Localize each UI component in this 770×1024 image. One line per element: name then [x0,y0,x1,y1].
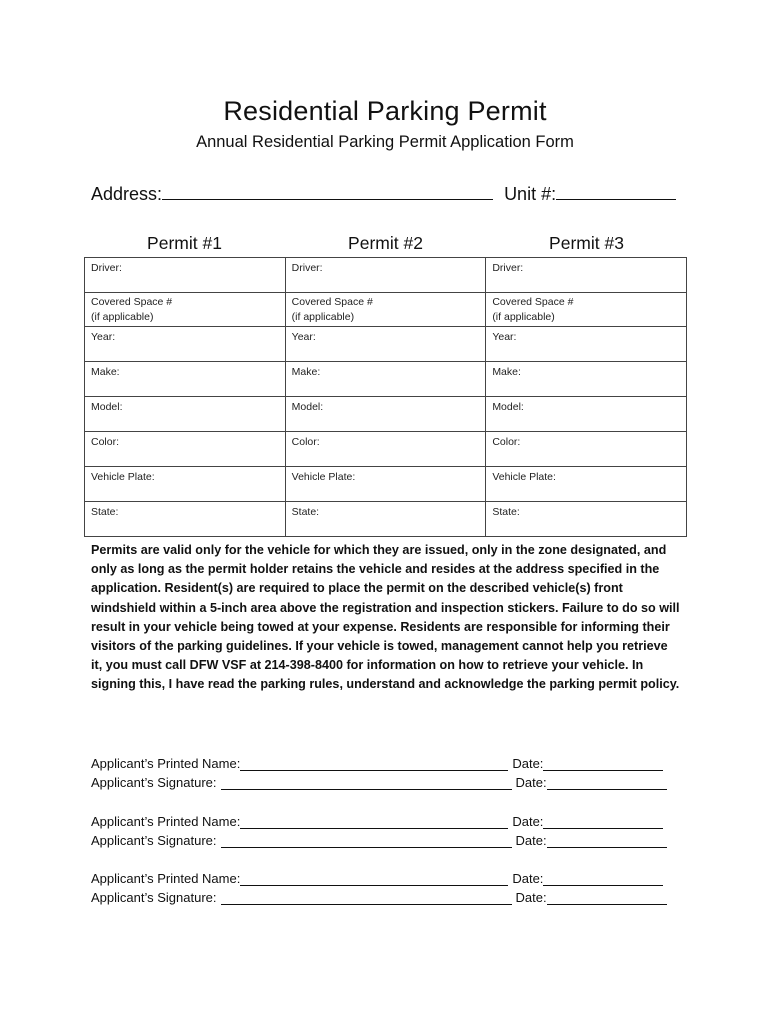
signature-line[interactable] [221,890,512,905]
date-label: Date: [515,833,547,848]
driver-cell-1[interactable]: Driver: [85,258,286,293]
address-blank[interactable] [162,183,493,200]
model-cell-2[interactable]: Model: [285,397,486,432]
signature-label: Applicant’s Signature: [91,890,217,905]
signature-block-3 [91,867,681,905]
color-cell-2[interactable]: Color: [285,432,486,467]
signature-line[interactable] [221,775,512,790]
unit-blank[interactable] [556,183,676,200]
signature-label: Applicant’s Signature: [91,833,217,848]
signature-row [91,886,681,905]
state-cell-1[interactable]: State: [85,502,286,537]
signature-line[interactable] [221,833,512,848]
date-line[interactable] [547,833,667,848]
page-title: Residential Parking Permit [223,96,547,126]
table-row-model [85,397,687,432]
printed-name-label: Applicant’s Printed Name: [91,814,241,829]
address-label: Address: [91,184,163,204]
printed-name-row [91,867,681,886]
covered-space-cell-2[interactable]: Covered Space # (if applicable) [285,293,486,327]
permit-header-2: Permit #2 [348,233,423,253]
printed-name-row [91,810,681,829]
permit-policy-notice: Permits are valid only for the vehicle for which they are issued, only in the zone designated, and only as long as the permit holder retains the vehicle and resides at the address specified in the application. Resident(s) are required to place the permit on the described vehicle(s) front windshield within a 5-inch area above the registration and inspection stickers. Failure to do so will result in your vehicle being towed at your expense. Residents are responsible for informing their visitors of the parking guidelines. If your vehicle is towed, management cannot help you retrieve it, you must call DFW VSF at 214-398-8400 for information on how to retrieve your vehicle. In signing this, I have read the parking rules, understand and acknowledge the parking permit policy. [91,543,680,692]
make-cell-3[interactable]: Make: [486,362,687,397]
year-cell-1[interactable]: Year: [85,327,286,362]
covered-space-cell-1[interactable]: Covered Space # (if applicable) [85,293,286,327]
signature-row [91,829,681,848]
vehicle-plate-cell-3[interactable]: Vehicle Plate: [486,467,687,502]
date-line[interactable] [547,775,667,790]
printed-name-line[interactable] [240,814,508,829]
driver-cell-2[interactable]: Driver: [285,258,486,293]
permit-header-3: Permit #3 [549,233,624,253]
signature-block-1 [91,752,681,790]
address-row [91,183,691,205]
date-label: Date: [515,775,547,790]
covered-space-cell-3[interactable]: Covered Space # (if applicable) [486,293,687,327]
model-cell-3[interactable]: Model: [486,397,687,432]
table-row-covered-space [85,293,687,327]
page-subtitle: Annual Residential Parking Permit Application Form [196,133,574,151]
table-row-state [85,502,687,537]
printed-name-label: Applicant’s Printed Name: [91,871,241,886]
table-row-driver [85,258,687,293]
table-row-vehicle-plate [85,467,687,502]
color-cell-3[interactable]: Color: [486,432,687,467]
date-line[interactable] [547,890,667,905]
vehicle-plate-cell-2[interactable]: Vehicle Plate: [285,467,486,502]
date-label: Date: [512,871,544,886]
printed-name-line[interactable] [240,871,508,886]
make-cell-2[interactable]: Make: [285,362,486,397]
year-cell-2[interactable]: Year: [285,327,486,362]
permit-table [84,257,687,537]
table-row-color [85,432,687,467]
signature-label: Applicant’s Signature: [91,775,217,790]
unit-label: Unit #: [504,184,557,204]
date-label: Date: [515,890,547,905]
vehicle-plate-cell-1[interactable]: Vehicle Plate: [85,467,286,502]
date-label: Date: [512,814,544,829]
date-line[interactable] [543,871,663,886]
table-row-make [85,362,687,397]
year-cell-3[interactable]: Year: [486,327,687,362]
signature-block-2 [91,810,681,848]
date-line[interactable] [543,756,663,771]
printed-name-row [91,752,681,771]
model-cell-1[interactable]: Model: [85,397,286,432]
table-row-year [85,327,687,362]
state-cell-3[interactable]: State: [486,502,687,537]
permit-headers [84,233,687,254]
color-cell-1[interactable]: Color: [85,432,286,467]
permit-header-1: Permit #1 [147,233,222,253]
date-label: Date: [512,756,544,771]
signature-row [91,771,681,790]
date-line[interactable] [543,814,663,829]
state-cell-2[interactable]: State: [285,502,486,537]
printed-name-line[interactable] [240,756,508,771]
make-cell-1[interactable]: Make: [85,362,286,397]
driver-cell-3[interactable]: Driver: [486,258,687,293]
printed-name-label: Applicant’s Printed Name: [91,756,241,771]
